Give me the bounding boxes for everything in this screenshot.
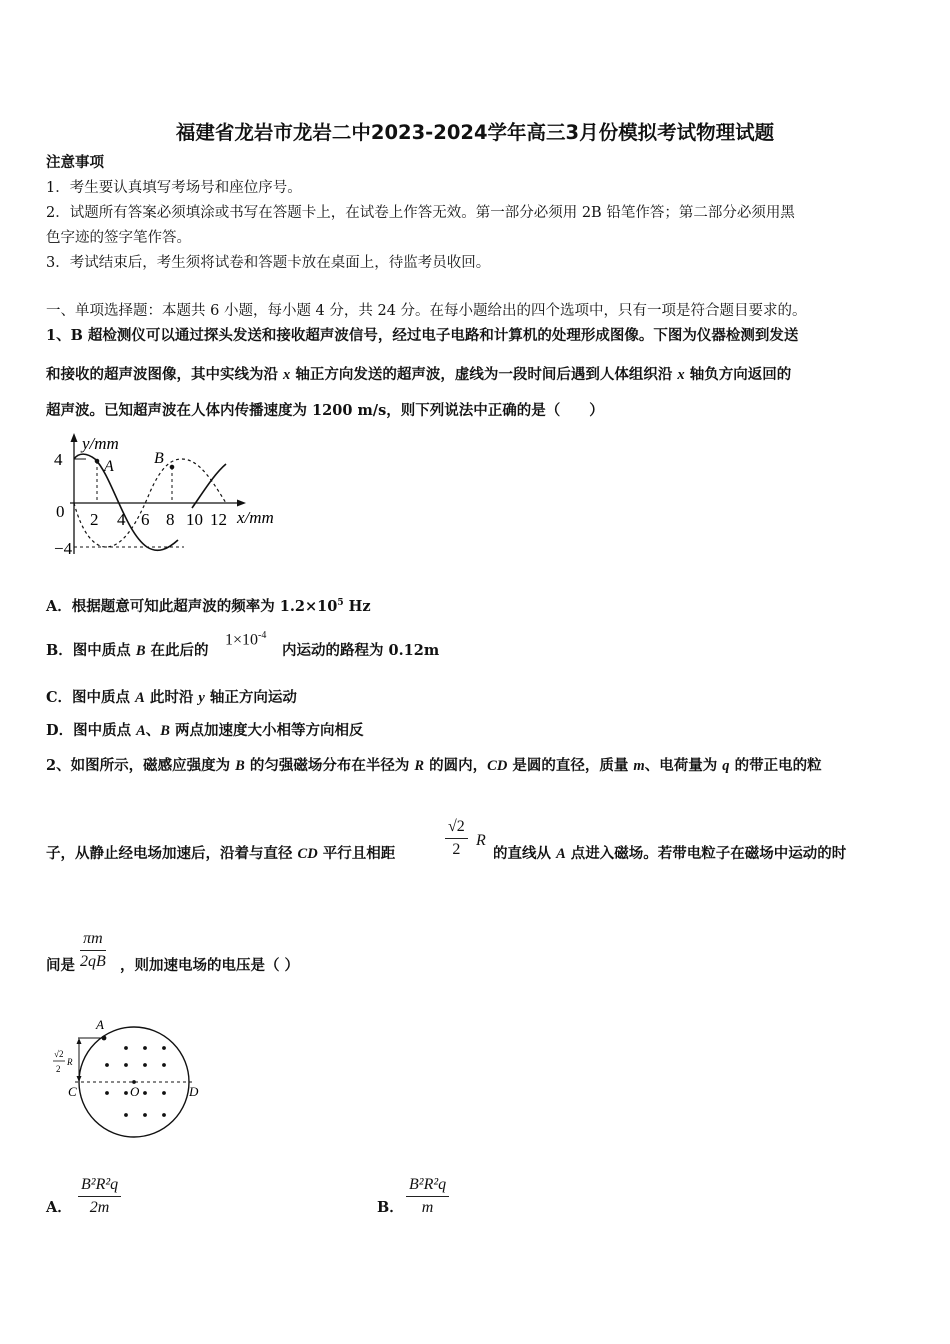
q1-option-b-math: $1\times 10^{-4}$ (225, 630, 267, 649)
x-tick-label: 4 (117, 510, 126, 529)
wave-graph (40, 428, 300, 568)
q2-stem-line-1: 2、如图所示，磁感应强度为 B 的匀强磁场分布在半径为 R 的圆内，CD 是圆的直径，质量 m、电荷量为 q 的带正电的粒 (46, 757, 822, 774)
q1-option-b-rest: 内运动的路程为 0.12m (282, 642, 440, 659)
q2-stem-line-3a: 间是 (46, 957, 75, 974)
point-b-dot (170, 465, 175, 470)
distance-label-den: 2 (56, 1064, 61, 1074)
q2-distance-r: R (476, 832, 486, 849)
q1-option-b: B．图中质点 B 在此后的 (46, 642, 209, 659)
q2-option-a-label: A． (46, 1199, 72, 1216)
q1-option-c: C．图中质点 A 此时沿 y 轴正方向运动 (46, 689, 297, 706)
point-b-label: B (154, 450, 164, 467)
q2-stem-line-3b: ，则加速电场的电压是（ ） (120, 957, 300, 974)
q2-stem-line-2a: 子，从静止经电场加速后，沿着与直径 CD 平行且相距 (46, 845, 396, 862)
label-d: D (189, 1084, 199, 1099)
x-tick-label: 8 (166, 510, 175, 529)
q1-option-a: A．根据题意可知此超声波的频率为 $1.2\times 10^5$ Hz (46, 597, 371, 615)
label-a: A (96, 1017, 104, 1032)
x-axis-label: x/mm (237, 508, 274, 527)
y-axis-arrow (71, 433, 78, 442)
magnetic-field-figure (42, 1012, 222, 1150)
q2-stem-line-2b: 的直线从 A 点进入磁场。若带电粒子在磁场中运动的时 (493, 845, 847, 862)
distance-label-r: R (67, 1057, 73, 1067)
notice-item-2-line-2: 色字迹的签字笔作答。 (46, 230, 191, 246)
distance-arrow-head-bottom (77, 1076, 82, 1082)
x-tick-label: 2 (90, 510, 99, 529)
point-a-label: A (104, 458, 114, 475)
q1-stem-line-2: 和接收的超声波图像，其中实线为沿 x 轴正方向发送的超声波，虚线为一段时间后遇到人体组织沿 x 轴负方向返回的 (46, 366, 792, 383)
y-tick-label-bottom: −4 (54, 539, 73, 558)
transmitted-wave-curve-tail (192, 464, 226, 508)
q1-option-d: D．图中质点 A、B 两点加速度大小相等方向相反 (46, 722, 364, 739)
notice-item-3: 3．考试结束后，考生须将试卷和答题卡放在桌面上，待监考员收回。 (46, 255, 491, 271)
point-a-dot (95, 459, 100, 464)
label-c: C (68, 1084, 77, 1099)
x-tick-label: 6 (141, 510, 150, 529)
point-a-dot (102, 1036, 107, 1041)
x-tick-label: 12 (210, 510, 227, 529)
field-dots (105, 1046, 166, 1117)
q2-option-b-label: B． (377, 1199, 404, 1216)
notice-item-2-line-1: 2．试题所有答案必须填涂或书写在答题卡上，在试卷上作答无效。第一部分必须用 2B 铅笔作答；第二部分必须用黑 (46, 205, 795, 221)
q2-distance-fraction: $\frac{√2}{2}$ (445, 818, 468, 859)
notice-heading: 注意事项 (46, 154, 104, 171)
distance-label-num: √2 (54, 1049, 64, 1059)
x-tick-label: 10 (186, 510, 203, 529)
q2-option-a-fraction: $\frac{\text{B²R²q}}{2m}$ (78, 1176, 121, 1217)
distance-arrow-head-top (77, 1038, 82, 1044)
q2-option-b-fraction: $\frac{\text{B²R²q}}{m}$ (406, 1176, 449, 1217)
q2-time-fraction: $\frac{\pi m}{2qB}$ (80, 930, 106, 970)
notice-item-1: 1．考生要认真填写考场号和座位序号。 (46, 180, 302, 196)
y-tick-label-top: 4 (54, 450, 63, 469)
transmitted-wave-curve (74, 454, 178, 550)
page-title: 福建省龙岩市龙岩二中2023-2024学年高三3月份模拟考试物理试题 (175, 121, 775, 144)
label-o: O (130, 1084, 140, 1099)
y-axis-label: y/mm (82, 434, 119, 453)
section-heading: 一、单项选择题：本题共 6 小题，每小题 4 分，共 24 分。在每小题给出的四个选项中，只有一项是符合题目要求的。 (46, 303, 807, 319)
q1-stem-line-3: 超声波。已知超声波在人体内传播速度为 1200 m/s，则下列说法中正确的是（ ） (46, 402, 604, 419)
x-axis-arrow (237, 500, 246, 507)
origin-label: 0 (56, 502, 65, 521)
q1-stem-line-1: 1、B 超检测仪可以通过探头发送和接收超声波信号，经过电子电路和计算机的处理形成图像。下图为仪器检测到发送 (46, 327, 799, 344)
